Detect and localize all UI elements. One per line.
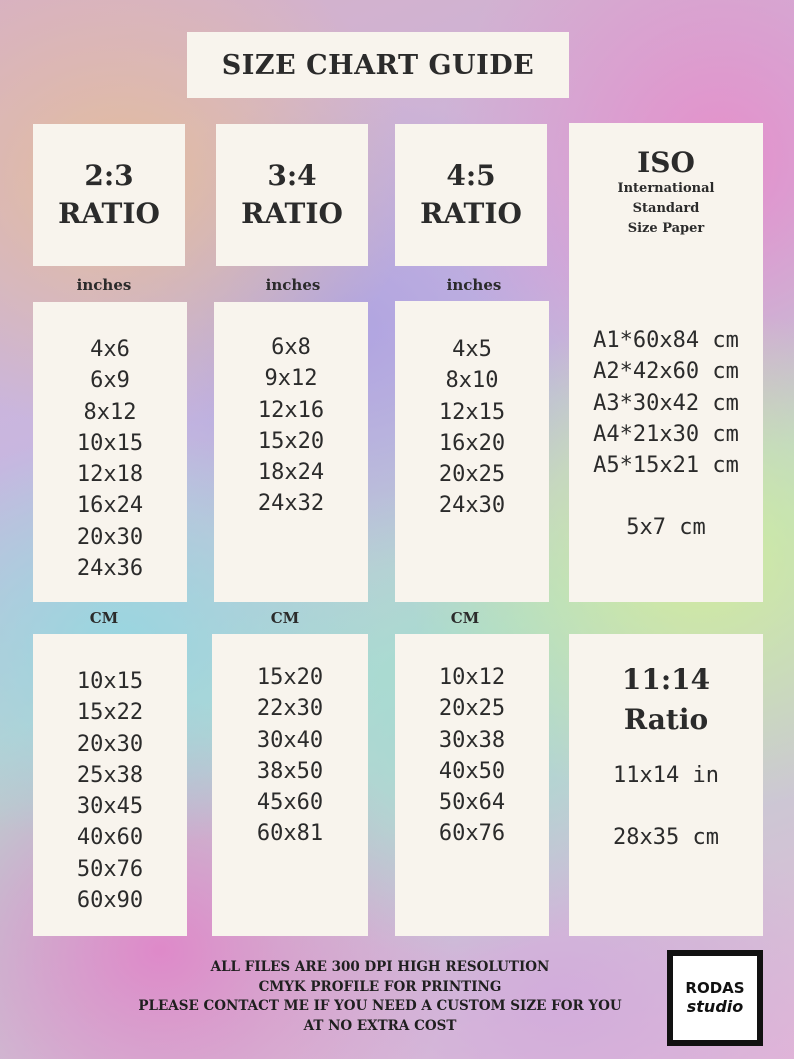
size-item: 16x20 <box>438 430 506 456</box>
size-item: 24x36 <box>76 556 144 582</box>
footer-line: CMYK PROFILE FOR PRINTING <box>258 978 502 995</box>
logo-text-top: RODAS <box>685 979 745 997</box>
cm-label: CM <box>450 609 480 627</box>
iso-size-extra: 5x7 cm <box>626 515 706 541</box>
ratio-number: 2:3 <box>84 159 134 192</box>
size-item: 15x20 <box>256 665 324 690</box>
footer-notes <box>110 958 650 1036</box>
size-item: 24x32 <box>257 491 325 517</box>
size-item: 24x30 <box>438 493 506 519</box>
size-item: 20x25 <box>438 696 506 722</box>
size-item: 12x16 <box>257 397 325 423</box>
size-item: 9x12 <box>264 366 318 392</box>
ratio-11-14-title: 11:14 <box>621 663 711 696</box>
ratio-4-5-header <box>395 124 547 266</box>
size-item: 16x24 <box>76 493 144 519</box>
size-item: 20x30 <box>76 524 144 550</box>
iso-size-list <box>569 325 763 544</box>
size-item: 20x25 <box>438 462 506 488</box>
ratio-11-14-subtitle: Ratio <box>623 703 709 736</box>
size-item: 30x40 <box>256 727 324 753</box>
page-title: SIZE CHART GUIDE <box>221 49 535 81</box>
title-banner <box>187 32 569 98</box>
footer-line: AT NO EXTRA COST <box>303 1017 457 1034</box>
iso-size-item: A4*21x30 cm <box>593 421 739 447</box>
size-item: 8x12 <box>83 399 137 425</box>
size-item: 25x38 <box>76 762 144 788</box>
iso-subtitle-line: International <box>617 181 715 196</box>
footer-line: PLEASE CONTACT ME IF YOU NEED A CUSTOM SIZE FOR YOU <box>138 998 622 1014</box>
size-item: 60x81 <box>256 821 324 847</box>
ratio-11-14-cm: 28x35 cm <box>613 825 719 851</box>
iso-size-item: A2*42x60 cm <box>593 359 739 385</box>
iso-subtitle-line: Standard <box>632 201 700 216</box>
size-item: 45x60 <box>256 790 324 816</box>
ratio-4-5-cm-list <box>395 634 549 936</box>
size-item: 15x20 <box>257 428 325 454</box>
cm-label: CM <box>270 609 300 627</box>
logo-text-bottom: studio <box>686 997 744 1016</box>
ratio-word: RATIO <box>420 197 522 230</box>
ratio-3-4-header <box>216 124 368 266</box>
ratio-2-3-cm-list <box>33 634 187 936</box>
size-item: 8x10 <box>445 368 499 394</box>
ratio-11-14-panel <box>569 634 763 936</box>
inches-label: inches <box>265 276 321 294</box>
ratio-3-4-cm-list <box>212 634 368 936</box>
size-item: 10x15 <box>76 669 144 694</box>
ratio-2-3-inches-list <box>33 302 187 602</box>
cm-label: CM <box>89 609 119 627</box>
iso-title: ISO <box>637 146 695 179</box>
iso-panel <box>569 123 763 602</box>
size-item: 12x15 <box>438 399 506 425</box>
size-item: 6x9 <box>90 368 130 394</box>
iso-size-item: A5*15x21 cm <box>593 453 739 479</box>
iso-subtitle-line: Size Paper <box>627 221 705 236</box>
size-item: 50x64 <box>438 790 506 816</box>
brand-logo <box>667 950 763 1046</box>
ratio-2-3-header <box>33 124 185 266</box>
size-item: 20x30 <box>76 731 144 757</box>
size-item: 40x60 <box>76 825 144 851</box>
size-item: 6x8 <box>271 335 311 360</box>
size-item: 30x38 <box>438 727 506 753</box>
size-item: 12x18 <box>76 462 144 488</box>
ratio-11-14-inches: 11x14 in <box>613 763 719 788</box>
inches-label: inches <box>76 276 132 294</box>
ratio-11-14-sizes <box>569 740 763 854</box>
size-item: 22x30 <box>256 696 324 722</box>
size-item: 38x50 <box>256 758 324 784</box>
size-item: 4x6 <box>90 337 130 362</box>
iso-size-item: A3*30x42 cm <box>593 390 739 416</box>
size-item: 60x90 <box>76 888 144 914</box>
size-item: 50x76 <box>76 856 144 882</box>
size-item: 15x22 <box>76 700 144 726</box>
size-item: 18x24 <box>257 460 325 486</box>
ratio-number: 3:4 <box>267 159 317 192</box>
size-item: 10x12 <box>438 665 506 690</box>
ratio-3-4-inches-list <box>214 302 368 602</box>
inches-label: inches <box>446 276 502 294</box>
size-item: 40x50 <box>438 758 506 784</box>
footer-line: ALL FILES ARE 300 DPI HIGH RESOLUTION <box>210 959 550 975</box>
size-item: 10x15 <box>76 430 144 456</box>
ratio-word: RATIO <box>241 197 343 230</box>
ratio-number: 4:5 <box>446 159 496 192</box>
size-item: 4x5 <box>452 337 492 362</box>
size-item: 60x76 <box>438 821 506 847</box>
ratio-4-5-inches-list <box>395 301 549 602</box>
iso-size-item: A1*60x84 cm <box>593 328 739 353</box>
ratio-word: RATIO <box>58 197 160 230</box>
size-item: 30x45 <box>76 794 144 820</box>
